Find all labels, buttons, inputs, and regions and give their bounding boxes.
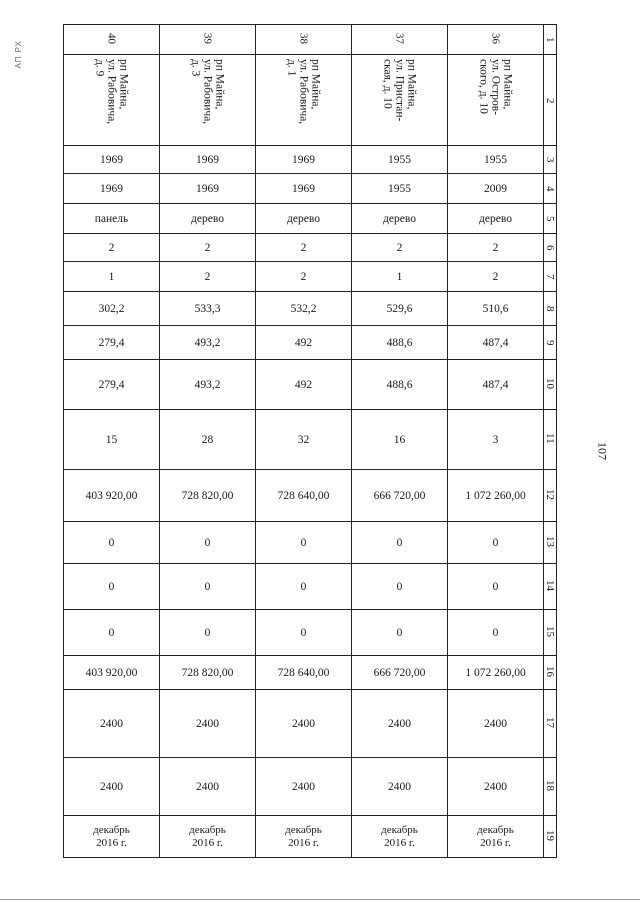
address-cell	[160, 55, 256, 146]
table-cell	[64, 656, 160, 690]
table-cell	[160, 292, 256, 326]
table-cell	[64, 690, 160, 758]
table-cell	[160, 410, 256, 470]
row-index-cell	[544, 564, 557, 610]
table-cell	[64, 292, 160, 326]
table-cell	[160, 470, 256, 522]
cell-value: 302,2	[98, 302, 125, 315]
row-index-cell	[544, 816, 557, 858]
table-cell	[448, 262, 544, 292]
table-cell	[448, 816, 544, 858]
table-row	[64, 758, 557, 816]
table-cell	[448, 656, 544, 690]
table-cell	[448, 292, 544, 326]
row-index: 18	[544, 779, 556, 791]
address-cell	[352, 55, 448, 146]
table-row	[64, 522, 557, 564]
table-cell	[352, 816, 448, 858]
cell-value: декабрь 2016 г.	[93, 823, 130, 849]
cell-value: 403 920,00	[85, 489, 138, 502]
table-cell	[256, 262, 352, 292]
table-cell	[448, 690, 544, 758]
cell-value: 493,2	[194, 336, 221, 349]
table-row	[64, 292, 557, 326]
table-cell	[448, 522, 544, 564]
table-cell	[64, 410, 160, 470]
table-row	[64, 326, 557, 360]
cell-value: 2400	[292, 780, 315, 793]
cell-value: 2	[492, 241, 499, 254]
cell-value: 0	[204, 536, 211, 549]
table-cell	[160, 234, 256, 262]
cell-value: 2400	[100, 780, 123, 793]
table-cell	[160, 146, 256, 174]
table-cell	[352, 326, 448, 360]
cell-value: 492	[294, 336, 313, 349]
cell-value: 2400	[100, 717, 123, 730]
cell-value: 1	[396, 270, 403, 283]
row-index-cell	[544, 690, 557, 758]
table-cell	[448, 326, 544, 360]
table-cell	[352, 410, 448, 470]
table-cell	[256, 410, 352, 470]
table-row	[64, 564, 557, 610]
cell-value: 1955	[388, 153, 411, 166]
cell-value: 728 640,00	[277, 666, 330, 679]
cell-value: 1955	[388, 182, 411, 195]
table-row	[64, 690, 557, 758]
address-cell	[64, 55, 160, 146]
row-index: 8	[544, 306, 556, 312]
cell-value: 1	[108, 270, 115, 283]
cell-value: 493,2	[194, 378, 221, 391]
table-cell	[64, 326, 160, 360]
cell-value: 0	[300, 536, 307, 549]
address-cell	[544, 55, 557, 146]
table-cell	[448, 234, 544, 262]
cell-value: дерево	[479, 212, 512, 225]
row-index: 10	[544, 377, 556, 389]
cell-value: 1969	[100, 153, 123, 166]
cell-value: панель	[94, 212, 129, 225]
table-cell	[256, 174, 352, 204]
column-number: 1	[544, 37, 556, 43]
table-cell	[256, 234, 352, 262]
column-number: 2	[544, 97, 556, 103]
cell-value: 0	[492, 626, 499, 639]
cell-value: 0	[204, 626, 211, 639]
column-number: 39	[201, 32, 214, 44]
row-index-cell	[544, 174, 557, 204]
table-cell	[448, 758, 544, 816]
table-cell	[64, 610, 160, 656]
cell-value: 2400	[196, 717, 219, 730]
cell-value: 0	[396, 536, 403, 549]
cell-value: 1969	[292, 153, 315, 166]
cell-value: 487,4	[482, 336, 509, 349]
header-cell	[64, 25, 160, 55]
row-index-cell	[544, 758, 557, 816]
table-cell	[160, 360, 256, 410]
cell-value: 0	[492, 580, 499, 593]
row-index: 14	[544, 579, 556, 591]
table-cell	[352, 470, 448, 522]
row-index: 15	[544, 625, 556, 637]
cell-value: 0	[300, 626, 307, 639]
header-cell	[448, 25, 544, 55]
table-cell	[160, 174, 256, 204]
table-row	[64, 174, 557, 204]
cell-value: 279,4	[98, 336, 125, 349]
table-row	[64, 262, 557, 292]
table-cell	[64, 758, 160, 816]
table-cell	[160, 204, 256, 234]
scan-edge-line	[0, 899, 640, 900]
header-cell	[352, 25, 448, 55]
table-cell	[448, 360, 544, 410]
cell-value: 1969	[196, 153, 219, 166]
cell-value: дерево	[287, 212, 320, 225]
cell-value: 487,4	[482, 378, 509, 391]
row-index-cell	[544, 522, 557, 564]
cell-value: 2	[492, 270, 499, 283]
table-cell	[160, 816, 256, 858]
housing-registry-table	[63, 24, 557, 858]
row-index-cell	[544, 610, 557, 656]
cell-value: 2	[396, 241, 403, 254]
table-cell	[448, 146, 544, 174]
table-cell	[256, 204, 352, 234]
cell-value: 666 720,00	[373, 489, 426, 502]
cell-value: 403 920,00	[85, 666, 138, 679]
table-cell	[256, 564, 352, 610]
table-cell	[352, 234, 448, 262]
table-cell	[64, 564, 160, 610]
row-index-cell	[544, 656, 557, 690]
table-cell	[256, 690, 352, 758]
column-number: 40	[105, 32, 118, 44]
table-cell	[352, 564, 448, 610]
table-cell	[256, 470, 352, 522]
table-cell	[64, 234, 160, 262]
address-label: рп Майна, ул. Рабовича, д. 9	[93, 59, 130, 125]
table-cell	[160, 610, 256, 656]
address-label: рп Майна, ул. Остров- ского, д. 10	[477, 59, 514, 116]
row-index-cell	[544, 410, 557, 470]
column-number: 38	[297, 32, 310, 44]
table-cell	[64, 360, 160, 410]
row-index: 19	[544, 829, 556, 841]
table-cell	[352, 262, 448, 292]
table-cell	[256, 146, 352, 174]
page-number: 107	[595, 442, 610, 460]
table-cell	[352, 690, 448, 758]
table-cell	[160, 656, 256, 690]
cell-value: 2	[204, 241, 211, 254]
cell-value: 1 072 260,00	[465, 666, 526, 679]
data-rows	[64, 146, 557, 858]
table-cell	[64, 522, 160, 564]
cell-value: 2	[204, 270, 211, 283]
cell-value: дерево	[383, 212, 416, 225]
address-label: рп Майна, ул. Пристан- ская, д. 10	[381, 59, 418, 122]
row-index-cell	[544, 146, 557, 174]
row-index: 9	[544, 340, 556, 346]
table-cell	[448, 410, 544, 470]
table-cell	[256, 610, 352, 656]
table-cell	[160, 564, 256, 610]
cell-value: 15	[105, 433, 118, 446]
table-cell	[256, 360, 352, 410]
row-index: 13	[544, 535, 556, 547]
cell-value: 2	[108, 241, 115, 254]
header-address-row	[64, 55, 557, 146]
address-label: рп Майна, ул. Рабовича, д. 3	[189, 59, 226, 125]
cell-value: 28	[201, 433, 214, 446]
cell-value: 32	[297, 433, 310, 446]
table-cell	[160, 326, 256, 360]
address-cell	[448, 55, 544, 146]
cell-value: 728 820,00	[181, 489, 234, 502]
cell-value: 488,6	[386, 336, 413, 349]
table-row	[64, 410, 557, 470]
table-cell	[160, 758, 256, 816]
cell-value: 1969	[292, 182, 315, 195]
row-index-cell	[544, 292, 557, 326]
row-index: 17	[544, 716, 556, 728]
table-cell	[352, 656, 448, 690]
row-index-cell	[544, 326, 557, 360]
cell-value: 492	[294, 378, 313, 391]
cell-value: декабрь 2016 г.	[285, 823, 322, 849]
table-row	[64, 816, 557, 858]
cell-value: 0	[108, 626, 115, 639]
cell-value: 279,4	[98, 378, 125, 391]
row-index: 3	[544, 157, 556, 163]
cell-value: 728 820,00	[181, 666, 234, 679]
row-index: 12	[544, 488, 556, 500]
cell-value: 0	[396, 626, 403, 639]
table-cell	[352, 360, 448, 410]
table-cell	[64, 146, 160, 174]
table-cell	[64, 816, 160, 858]
table-cell	[352, 522, 448, 564]
table-row	[64, 656, 557, 690]
table-cell	[256, 326, 352, 360]
table-cell	[160, 262, 256, 292]
table-cell	[448, 204, 544, 234]
row-index: 4	[544, 186, 556, 192]
table-row	[64, 234, 557, 262]
row-index-cell	[544, 234, 557, 262]
row-index: 16	[544, 665, 556, 677]
cell-value: 2	[300, 270, 307, 283]
cell-value: 2009	[484, 182, 507, 195]
cell-value: 0	[300, 580, 307, 593]
table-cell	[448, 610, 544, 656]
cell-value: 2400	[388, 780, 411, 793]
header-cell	[160, 25, 256, 55]
row-index-cell	[544, 262, 557, 292]
cell-value: 529,6	[386, 302, 413, 315]
table-cell	[160, 522, 256, 564]
table-cell	[256, 292, 352, 326]
table-cell	[64, 174, 160, 204]
table-cell	[352, 758, 448, 816]
table-cell	[256, 758, 352, 816]
cell-value: декабрь 2016 г.	[189, 823, 226, 849]
table-row	[64, 610, 557, 656]
table-cell	[352, 204, 448, 234]
row-index-cell	[544, 360, 557, 410]
cell-value: 3	[492, 433, 499, 446]
cell-value: 2400	[484, 717, 507, 730]
cell-value: 2	[300, 241, 307, 254]
address-label: рп Майна, ул. Рабовича, д. 1	[285, 59, 322, 125]
table-cell	[448, 174, 544, 204]
cell-value: 533,3	[194, 302, 221, 315]
table-cell	[448, 470, 544, 522]
archive-margin-stamp: АП РХ	[14, 40, 23, 69]
cell-value: 532,2	[290, 302, 317, 315]
table-row	[64, 470, 557, 522]
cell-value: 1969	[196, 182, 219, 195]
table-cell	[256, 656, 352, 690]
cell-value: 2400	[196, 780, 219, 793]
cell-value: 2400	[484, 780, 507, 793]
column-number: 36	[489, 32, 502, 44]
table-cell	[448, 564, 544, 610]
table-cell	[64, 262, 160, 292]
cell-value: 0	[108, 536, 115, 549]
cell-value: 0	[108, 580, 115, 593]
cell-value: 666 720,00	[373, 666, 426, 679]
cell-value: 1 072 260,00	[465, 489, 526, 502]
table-cell	[64, 470, 160, 522]
cell-value: 0	[492, 536, 499, 549]
cell-value: дерево	[191, 212, 224, 225]
column-number: 37	[393, 32, 406, 44]
cell-value: 2400	[292, 717, 315, 730]
row-index: 11	[544, 432, 556, 444]
cell-value: декабрь 2016 г.	[381, 823, 418, 849]
table-cell	[160, 690, 256, 758]
cell-value: 16	[393, 433, 406, 446]
cell-value: 2400	[388, 717, 411, 730]
row-index: 6	[544, 245, 556, 251]
row-index: 5	[544, 216, 556, 222]
cell-value: 1969	[100, 182, 123, 195]
header-cell	[256, 25, 352, 55]
cell-value: декабрь 2016 г.	[477, 823, 514, 849]
table-cell	[64, 204, 160, 234]
table-row	[64, 360, 557, 410]
table-cell	[352, 146, 448, 174]
table-cell	[352, 292, 448, 326]
header-cell	[544, 25, 557, 55]
row-index: 7	[544, 274, 556, 280]
table-cell	[352, 610, 448, 656]
cell-value: 728 640,00	[277, 489, 330, 502]
table-cell	[256, 522, 352, 564]
row-index-cell	[544, 204, 557, 234]
table-cell	[352, 174, 448, 204]
address-cell	[256, 55, 352, 146]
header-number-row	[64, 25, 557, 55]
table-row	[64, 146, 557, 174]
cell-value: 0	[204, 580, 211, 593]
table-cell	[256, 816, 352, 858]
cell-value: 0	[396, 580, 403, 593]
cell-value: 510,6	[482, 302, 509, 315]
cell-value: 1955	[484, 153, 507, 166]
row-index-cell	[544, 470, 557, 522]
table-row	[64, 204, 557, 234]
cell-value: 488,6	[386, 378, 413, 391]
